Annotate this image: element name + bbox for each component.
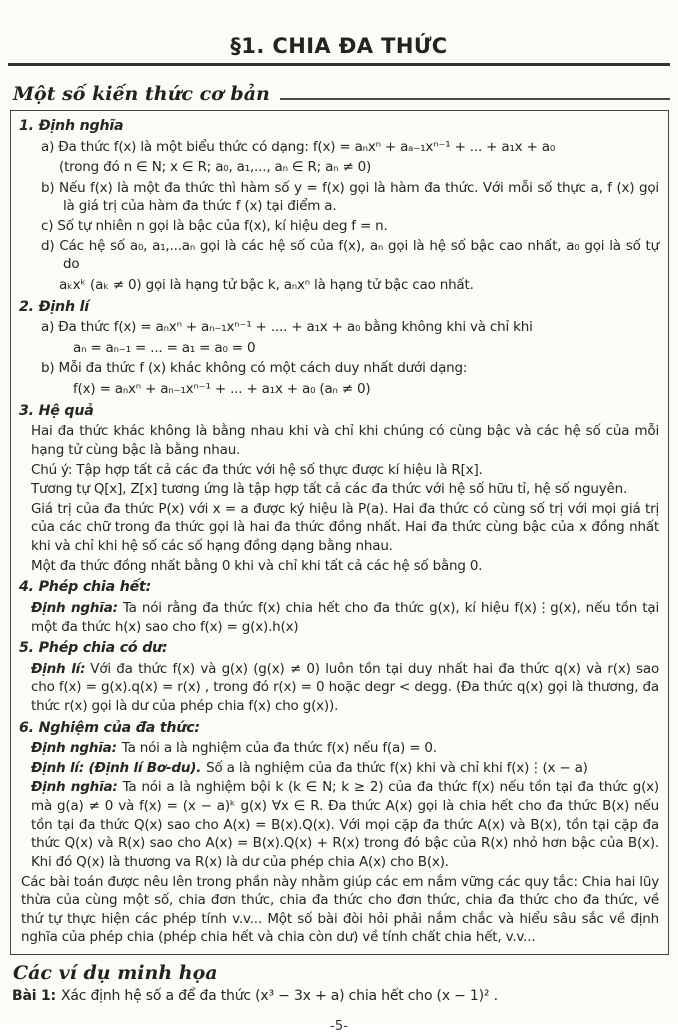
section-3-para-3: Giá trị của đa thức P(x) với x = a được ký hiệu là P(a). Hai đa thức có cùng số trị với mọi giá trị của các chữ trong đa thức gọi là hai đa thức đồng nhất. Hai đa thức cùng bậc của x đồng nhất khi và chỉ khi hệ số các số hạng đồng dạng bằng nhau. [31,500,659,555]
theorem-text: Với đa thức f(x) và g(x) (g(x) ≠ 0) luôn tồn tại duy nhất hai đa thức q(x) và r(x) sao cho f(x) = g(x).q(x) = r(x) , trong đó r(x) = 0 hoặc degr < degg. (Đa thức q(x) gọi là thương, đa thức r(x) gọi là dư của phép chia f(x) cho g(x)). [31,660,660,714]
examples-heading: Các ví dụ minh họa [13,962,218,985]
section-3-heading: 3. Hệ quả [19,402,94,419]
problem-1 [12,988,668,1004]
title-divider [8,63,670,66]
section-2-item-b: b) Mỗi đa thức f (x) khác không có một cách duy nhất dưới dạng: [41,360,468,377]
page-title: §1. CHIA ĐA THỨC [230,34,448,58]
theorem-label: Định lí: [31,660,86,677]
definition-label: Định nghĩa: [31,740,117,757]
section-5-theorem [19,660,659,716]
section-2-item-a: a) Đa thức f(x) = aₙxⁿ + aₙ₋₁xⁿ⁻¹ + .... + a₁x + a₀ bằng không khi và chỉ khi [41,319,533,336]
definition-text: Ta nói rằng đa thức f(x) chia hết cho đa thức g(x), kí hiệu f(x)⋮g(x), nếu tồn tại một đa thức h(x) sao cho f(x) = g(x).h(x) [31,599,659,635]
section-1-item-d-formula: aₖxᵏ (aₖ ≠ 0) gọi là hạng tử bậc k, aₙxⁿ là hạng tử bậc cao nhất. [59,276,474,293]
theory-box [10,110,669,955]
section-4-definition [19,599,659,636]
section-2-heading: 2. Định lí [19,298,89,315]
section-6-heading: 6. Nghiệm của đa thức: [19,719,200,736]
section-3-para-2: Tương tự Q[x], Z[x] tương ứng là tập hợp tất cả các đa thức với hệ số hữu tỉ, hệ số nguyên. [31,481,628,498]
definition-label: Định nghĩa: [31,599,118,616]
section-1-item-a: a) Đa thức f(x) là một biểu thức có dạng: f(x) = aₙxⁿ + aₐ₋₁xⁿ⁻¹ + ... + a₁x + a₀ [41,138,556,155]
section-2-item-a-formula: aₙ = aₙ₋₁ = ... = a₁ = a₀ = 0 [73,339,256,356]
section-3-note: Chú ý: Tập hợp tất cả các đa thức với hệ số thực được kí hiệu là R[x]. [31,461,483,478]
section-5-heading: 5. Phép chia có dư: [19,640,168,657]
section-4-heading: 4. Phép chia hết: [19,579,152,596]
section-2-item-b-formula: f(x) = aₙxⁿ + aₙ₋₁xⁿ⁻¹ + ... + a₁x + a₀ (aₙ ≠ 0) [73,381,371,398]
section-1-item-b: b) Nếu f(x) là một đa thức thì hàm số y = f(x) gọi là hàm đa thức. Với mỗi số thực a, f (x) gọi là giá trị của hàm đa thức f (x) tại điểm a. [41,179,659,215]
section-1-heading: 1. Định nghĩa [19,118,124,134]
section-6-definition-2 [19,778,659,871]
problem-1-label: Bài 1: [12,988,56,1005]
section-6-closing-note: Các bài toán được nêu lên trong phần này nhằm giúp các em nắm vững các quy tắc: Chia hai lũy thừa của cùng một số, chia đơn thức, chia đa thức cho đơn thức, chia đa thức cho đa thức, về thứ tự thực hiện các phép tính v.v... Một số bài đòi hỏi phải nắm chắc và hiểu sâu sắc về định nghĩa của phép chia (phép chia hết và chia còn dư) về tính chất chia hết, v.v... [21,873,659,946]
section-6-bezout-theorem [19,759,659,778]
definition-text: Ta nói a là nghiệm bội k (k ∈ N; k ≥ 2) của đa thức f(x) nếu tồn tại đa thức g(x) mà g(a) ≠ 0 và f(x) = (x − a)ᵏ g(x) ∀x ∈ R. Đa thức A(x) gọi là chia hết cho đa thức B(x) nếu tồn tại đa thức Q(x) sao cho A(x) = B(x).Q(x). Với mọi cặp đa thức A(x) và B(x), tồn tại cặp đa thức Q(x) và R(x) sao cho A(x) = B(x).Q(x) + R(x) trong đó bậc của R(x) nhỏ hơn bậc của B(x). Khi đó Q(x) là thương va R(x) là dư của phép chia A(x) cho B(x). [31,779,660,870]
heading-rule [280,98,670,100]
theorem-text: Số a là nghiệm của đa thức f(x) khi và chỉ khi f(x)⋮(x − a) [206,759,588,776]
basics-heading-row [13,83,670,105]
section-3-para-1: Hai đa thức khác không là bằng nhau khi và chỉ khi chúng có cùng bậc và các hệ số của mỗi hạng tử cùng bậc là bằng nhau. [31,423,659,458]
definition-label: Định nghĩa: [31,779,118,796]
definition-text: Ta nói a là nghiệm của đa thức f(x) nếu f(a) = 0. [121,740,437,757]
theorem-label: Định lí: (Định lí Bơ-du). [31,759,202,776]
section-6-definition-1 [19,739,659,758]
basics-heading: Một số kiến thức cơ bản [13,83,270,105]
section-3-para-4: Một đa thức đồng nhất bằng 0 khi và chỉ khi tất cả các hệ số bằng 0. [31,557,483,574]
problem-1-text: Xác định hệ số a để đa thức (x³ − 3x + a) chia hết cho (x − 1)² . [60,988,498,1005]
section-1-item-d: d) Các hệ số a₀, a₁,...aₙ gọi là các hệ số của f(x), aₙ gọi là hệ số bậc cao nhất, a₀ gọi là số tự do [41,237,659,273]
section-1-item-c: c) Số tự nhiên n gọi là bậc của f(x), kí hiệu deg f = n. [41,218,388,235]
page-number: -5- [330,1019,348,1034]
section-1-item-a-condition: (trong đó n ∈ N; x ∈ R; a₀, a₁,..., aₙ ∈ R; aₙ ≠ 0) [59,159,372,176]
